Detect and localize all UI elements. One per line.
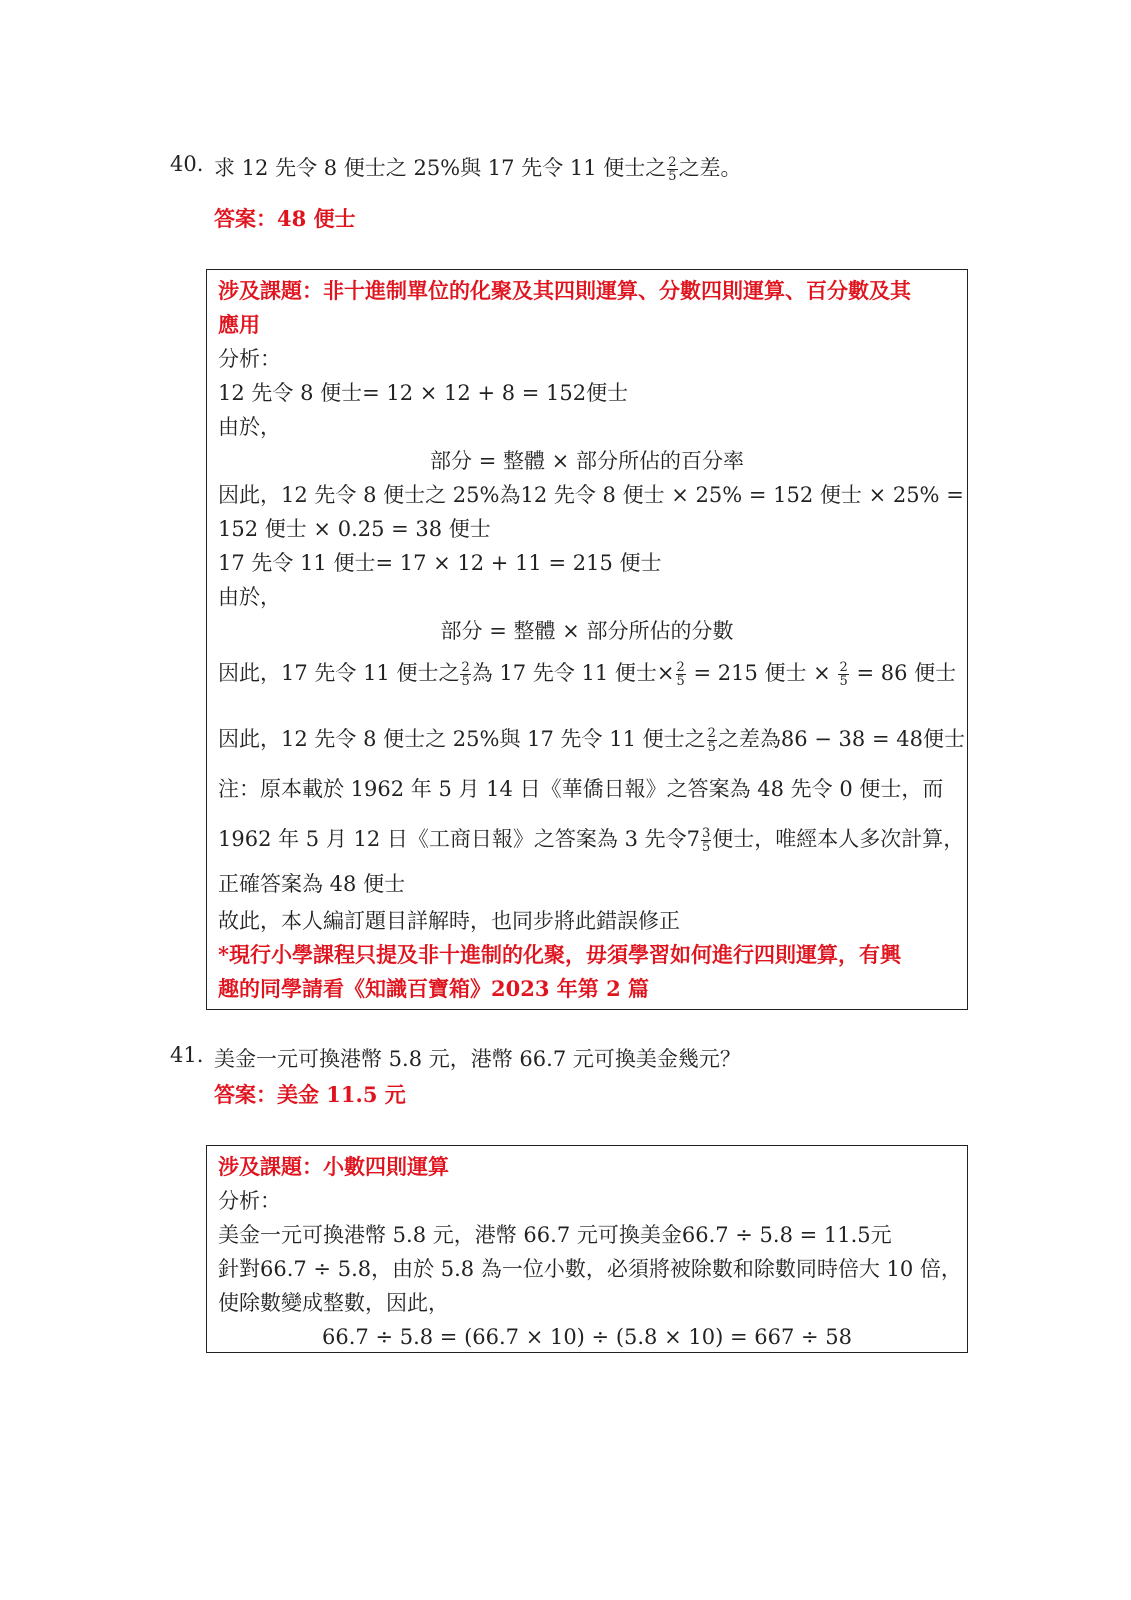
step-line: 152 便士 × 0.25 = 38 便士 xyxy=(218,517,491,541)
fraction-denominator: 5 xyxy=(707,740,716,755)
fraction-denominator: 5 xyxy=(668,169,677,184)
fraction-denominator: 5 xyxy=(701,840,711,855)
note-text: 1962 年 5 月 12 日《工商日報》之答案為 3 先令7 xyxy=(218,827,700,851)
formula-line: 部分 = 整體 × 部分所佔的百分率 xyxy=(430,449,744,473)
step-line: 17 先令 11 便士= 17 × 12 + 11 = 215 便士 xyxy=(218,551,662,575)
step-line: 美金一元可換港幣 5.8 元，港幣 66.7 元可換美金66.7 ÷ 5.8 = 11.5元 xyxy=(218,1223,892,1247)
step-line: 針對66.7 ÷ 5.8，由於 5.8 為一位小數，必須將被除數和除數同時倍大 10 倍， xyxy=(218,1257,962,1281)
fraction xyxy=(707,727,717,754)
note-line: 注：原本載於 1962 年 5 月 14 日《華僑日報》之答案為 48 先令 0 便士，而 xyxy=(218,777,944,801)
step-text: 為 17 先令 11 便士× xyxy=(471,661,675,685)
fraction-denominator: 5 xyxy=(461,674,470,689)
step-text: 因此，17 先令 11 便士之 xyxy=(218,661,460,685)
note-line: 故此，本人編訂題目詳解時，也同步將此錯誤修正 xyxy=(218,909,680,933)
analysis-label: 分析： xyxy=(218,1189,281,1213)
step-text: 之差為86 − 38 = 48便士 xyxy=(717,727,965,751)
step-line: 由於， xyxy=(218,585,281,609)
formula-line: 部分 = 整體 × 部分所佔的分數 xyxy=(440,619,734,643)
fraction-numerator: 2 xyxy=(707,726,716,741)
note-line: 正確答案為 48 便士 xyxy=(218,872,406,896)
note-line-fraction xyxy=(218,814,965,864)
step-text: 因此，12 先令 8 便士之 25%與 17 先令 11 便士之 xyxy=(218,727,706,751)
step-line: 12 先令 8 便士= 12 × 12 + 8 = 152便士 xyxy=(218,381,629,405)
fraction-denominator: 5 xyxy=(676,674,685,689)
fraction xyxy=(701,827,711,854)
topic-heading-cont: 應用 xyxy=(218,312,260,337)
fraction-numerator: 2 xyxy=(461,660,470,675)
analysis-label: 分析： xyxy=(218,347,281,371)
formula-line: 66.7 ÷ 5.8 = (66.7 × 10) ÷ (5.8 × 10) = 667 ÷ 58 xyxy=(322,1325,852,1349)
step-text: = 86 便士 xyxy=(856,661,957,685)
fraction xyxy=(676,661,686,688)
note-text: 便士，唯經本人多次計算， xyxy=(712,827,965,851)
fraction-numerator: 3 xyxy=(701,826,711,841)
answer-41: 答案：美金 11.5 元 xyxy=(214,1082,406,1107)
answer-40: 答案：48 便士 xyxy=(214,206,356,231)
fraction xyxy=(460,661,470,688)
fraction xyxy=(838,661,848,688)
remark-line: *現行小學課程只提及非十進制的化聚，毋須學習如何進行四則運算，有興 xyxy=(218,942,901,967)
fraction-numerator: 2 xyxy=(668,155,677,170)
step-line-fraction xyxy=(218,648,956,698)
step-line: 由於， xyxy=(218,415,281,439)
fraction-numerator: 2 xyxy=(839,660,848,675)
analysis-box-40 xyxy=(206,269,968,1010)
question-text: 美金一元可換港幣 5.8 元，港幣 66.7 元可換美金幾元？ xyxy=(214,1047,741,1071)
fraction xyxy=(667,156,677,183)
step-line-fraction xyxy=(218,714,965,764)
analysis-box-41 xyxy=(206,1145,968,1353)
question-number: 40. xyxy=(170,152,204,176)
fraction-denominator: 5 xyxy=(839,674,848,689)
step-line: 使除數變成整數，因此， xyxy=(218,1291,449,1315)
question-text-post: 之差。 xyxy=(678,156,742,180)
remark-line: 趣的同學請看《知識百寶箱》2023 年第 2 篇 xyxy=(218,976,649,1001)
fraction-numerator: 2 xyxy=(676,660,685,675)
question-number: 41. xyxy=(170,1043,204,1067)
step-text: = 215 便士 × xyxy=(693,661,831,685)
question-text-pre: 求 12 先令 8 便士之 25%與 17 先令 11 便士之 xyxy=(214,156,667,180)
topic-heading: 涉及課題：小數四則運算 xyxy=(218,1154,449,1179)
question-text xyxy=(214,152,742,183)
step-line: 因此，12 先令 8 便士之 25%為12 先令 8 便士 × 25% = 152 便士 × 25% = xyxy=(218,483,964,507)
topic-heading: 涉及課題：非十進制單位的化聚及其四則運算、分數四則運算、百分數及其 xyxy=(218,278,911,303)
